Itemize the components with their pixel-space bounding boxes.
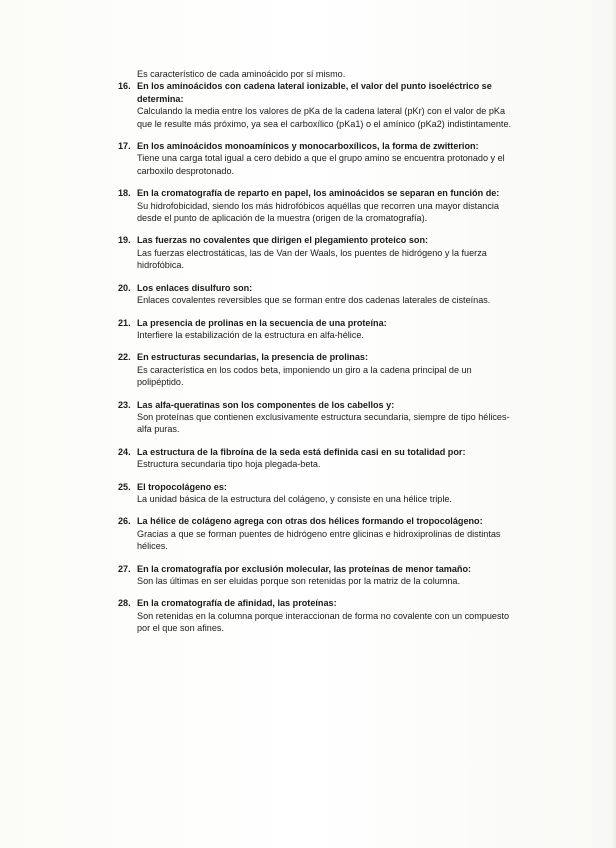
question-heading — [118, 351, 518, 363]
question-number: 23. — [118, 399, 131, 410]
answer-text: Calculando la media entre los valores de pKa de la cadena lateral (pKr) con el valor de pKa que le resulte más próximo, ya sea el carboxílico (pKa1) o el amínico (pKa2) indistintamente. — [137, 106, 512, 129]
question-text: En la cromatografía de reparto en papel, los aminoácidos se separan en función de: — [137, 188, 500, 199]
page-edge-shadow — [611, 0, 616, 848]
question-heading — [118, 140, 518, 152]
answer-text: Interfiere la estabilización de la estructura en alfa-hélice. — [137, 329, 364, 340]
question-text: La estructura de la fibroína de la seda está definida casi en su totalidad por: — [137, 446, 466, 457]
question-item — [118, 597, 518, 634]
question-heading — [118, 446, 518, 458]
question-item — [118, 399, 518, 436]
answer-text: Son las últimas en ser eluidas porque son retenidas por la matriz de la columna. — [137, 576, 461, 586]
question-item — [118, 234, 518, 271]
answer-text: Estructura secundaria tipo hoja plegada-beta. — [137, 459, 321, 470]
question-number: 18. — [118, 188, 131, 199]
question-number: 26. — [118, 516, 131, 527]
question-text: El tropocolágeno es: — [137, 481, 227, 492]
question-heading — [118, 399, 518, 411]
question-number: 17. — [118, 141, 131, 152]
question-text: La hélice de colágeno agrega con otras dos hélices formando el tropocolágeno: — [137, 516, 483, 527]
question-text: En la cromatografía de afinidad, las proteínas: — [137, 598, 337, 609]
question-number: 28. — [118, 598, 131, 609]
question-number: 25. — [118, 481, 131, 492]
question-text: La presencia de prolinas en la secuencia de una proteína: — [137, 317, 387, 328]
question-item — [118, 446, 518, 471]
question-item — [118, 140, 518, 177]
question-text: En los aminoácidos monoamínicos y monocarboxílicos, la forma de zwitterion: — [137, 141, 479, 152]
question-item — [118, 563, 518, 588]
question-number: 27. — [118, 563, 131, 574]
question-heading — [118, 317, 518, 329]
question-list — [118, 68, 518, 635]
question-item — [118, 80, 518, 130]
items-container — [118, 80, 518, 634]
question-text: Los enlaces disulfuro son: — [137, 282, 253, 293]
answer-text: Es característica en los codos beta, imponiendo un giro a la cadena principal de un polipéptido. — [137, 364, 472, 388]
answer-text: Su hidrofobicidad, siendo los más hidrofóbicos aquéllas que recorren una mayor distancia desde el punto de aplicación de la muestra (origen de la cromatografía). — [137, 200, 499, 224]
question-heading — [118, 234, 518, 246]
question-number: 24. — [118, 446, 131, 457]
answer-text: La unidad básica de la estructura del colágeno, y consiste en una hélice triple. — [137, 493, 452, 504]
question-item — [118, 282, 518, 307]
question-text: En los aminoácidos con cadena lateral ionizable, el valor del punto isoeléctrico se determina: — [137, 81, 492, 104]
question-heading — [118, 187, 518, 199]
question-item — [118, 317, 518, 342]
question-heading — [118, 563, 518, 575]
question-item — [118, 351, 518, 388]
answer-text: Son retenidas en la columna porque interaccionan de forma no covalente con un compuesto por el que son afines. — [137, 610, 510, 634]
lead-text: Es característico de cada aminoácido por sí mismo. — [137, 69, 346, 79]
question-heading — [118, 80, 518, 105]
question-text: En la cromatografía por exclusión molecular, las proteínas de menor tamaño: — [137, 563, 472, 574]
answer-text: Tiene una carga total igual a cero debido a que el grupo amino se encuentra protonado y el carboxilo desprotonado. — [137, 153, 505, 176]
question-heading — [118, 282, 518, 294]
question-number: 20. — [118, 282, 131, 293]
answer-text: Enlaces covalentes reversibles que se forman entre dos cadenas laterales de cisteínas. — [137, 295, 491, 306]
answer-text: Son proteínas que contienen exclusivamente estructura secundaria, siempre de tipo hélices-alfa puras. — [137, 411, 510, 435]
question-number: 21. — [118, 317, 131, 328]
question-number: 16. — [118, 81, 131, 92]
question-item — [118, 187, 518, 224]
question-text: Las alfa-queratinas son los componentes de los cabellos y: — [137, 399, 395, 410]
answer-text: Gracias a que se forman puentes de hidrógeno entre glicinas e hidroxiprolinas de distintas hélices. — [137, 528, 501, 552]
question-heading — [118, 515, 518, 527]
answer-text: Las fuerzas electrostáticas, las de Van der Waals, los puentes de hidrógeno y la fuerza hidrofóbica. — [137, 247, 487, 271]
question-text: En estructuras secundarias, la presencia de prolinas: — [137, 352, 368, 363]
question-item — [118, 481, 518, 506]
question-item — [118, 515, 518, 552]
question-number: 22. — [118, 352, 131, 363]
question-heading — [118, 597, 518, 609]
question-heading — [118, 481, 518, 493]
question-number: 19. — [118, 235, 131, 246]
question-text: Las fuerzas no covalentes que dirigen el plegamiento proteico son: — [137, 235, 429, 246]
